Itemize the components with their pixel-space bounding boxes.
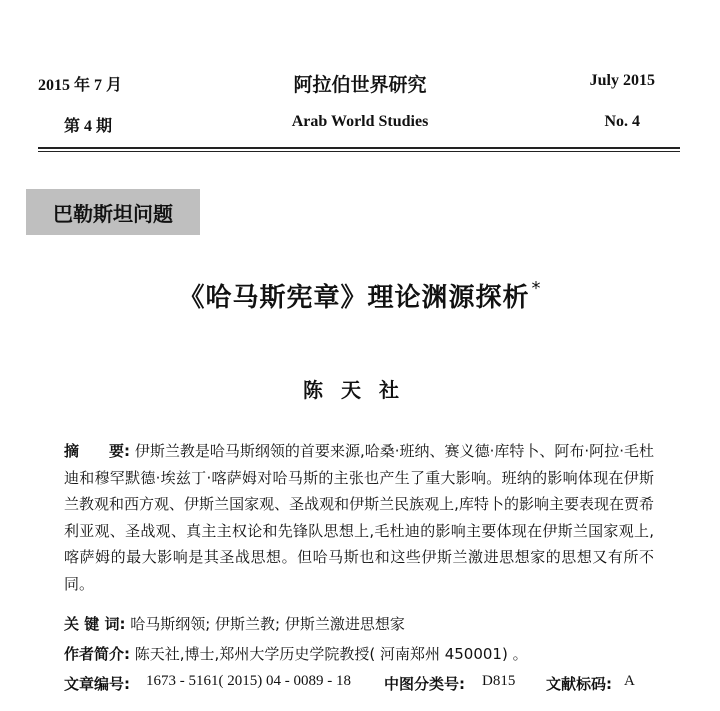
issue-date-en: July 2015 xyxy=(589,72,655,89)
author-bio-text: 陈天社,博士,郑州大学历史学院教授( 河南郑州 450001) 。 xyxy=(134,645,528,663)
clc-number: D815 xyxy=(482,673,516,689)
issue-number-en: No. 4 xyxy=(604,113,640,130)
abstract xyxy=(64,438,654,597)
issue-date-cn: 2015 年 7 月 xyxy=(38,77,123,94)
section-tag: 巴勒斯坦问题 xyxy=(26,189,200,235)
article-title xyxy=(0,277,720,314)
clc-label: 中图分类号: xyxy=(384,675,465,693)
article-number: 1673 - 5161( 2015) 04 - 0089 - 18 xyxy=(146,673,351,689)
header-rule-thick xyxy=(38,147,680,149)
keywords xyxy=(64,613,405,634)
article-author: 陈天社 xyxy=(303,378,417,402)
doc-code: A xyxy=(624,673,635,689)
author-bio-label: 作者简介: xyxy=(64,645,130,663)
title-footnote-mark: * xyxy=(531,278,542,299)
abstract-text: 伊斯兰教是哈马斯纲领的首要来源,哈桑·班纳、赛义德·库特卜、阿布·阿拉·毛杜迪和穆罕默德·埃兹丁·喀萨姆对哈马斯的主张也产生了重大影响。班纳的影响体现在伊斯兰教观和西方观、伊斯兰国家观、圣战观和伊斯兰民族观上,库特卜的影响主要表现在贾希利亚观、圣战观、真主主权论和先锋队思想上,毛杜迪的影响主要体现在伊斯兰国家观上,喀萨姆的最大影响是其圣战思想。但哈马斯也和这些伊斯兰激进思想家的思想又有所不同。 xyxy=(64,442,654,593)
issue-number-cn: 第 4 期 xyxy=(64,118,113,135)
journal-title-cn: 阿拉伯世界研究 xyxy=(293,74,427,96)
article-title-text: 《哈马斯宪章》理论渊源探析 xyxy=(178,283,530,313)
keywords-label: 关 键 词: xyxy=(64,615,126,633)
doc-code-label: 文献标码: xyxy=(546,675,612,693)
header-rule-thin xyxy=(38,151,680,152)
article-number-label: 文章编号: xyxy=(64,675,130,693)
author-bio xyxy=(64,643,528,664)
journal-title-en: Arab World Studies xyxy=(291,113,429,130)
abstract-label: 摘 要: xyxy=(64,442,131,460)
keywords-text: 哈马斯纲领; 伊斯兰教; 伊斯兰激进思想家 xyxy=(130,615,405,633)
